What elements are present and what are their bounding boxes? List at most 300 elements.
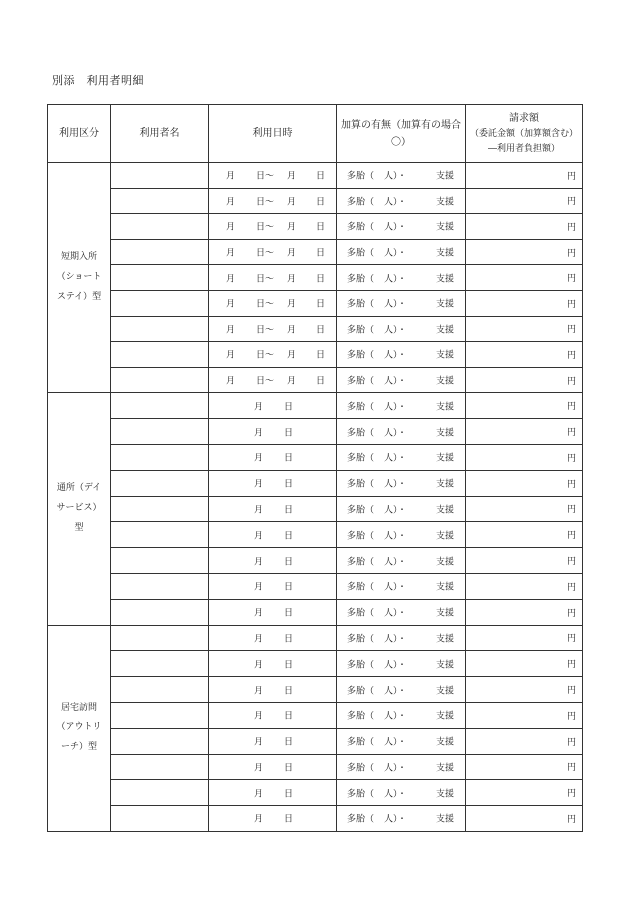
date-month: 月 bbox=[254, 608, 264, 619]
kasan-cell[interactable] bbox=[337, 677, 466, 703]
date-day: 日 bbox=[316, 376, 326, 387]
kasan-tatai-label: 多胎（ bbox=[347, 402, 375, 413]
date-day: 日 bbox=[284, 453, 294, 464]
kasan-tatai-label: 多胎（ bbox=[347, 789, 375, 800]
amount-cell[interactable] bbox=[466, 265, 583, 291]
kasan-shien-label: 支援 bbox=[436, 737, 455, 748]
date-day: 日 bbox=[316, 248, 326, 259]
date-day: 日 bbox=[284, 479, 294, 490]
kasan-cell[interactable] bbox=[337, 342, 466, 368]
kasan-cell[interactable] bbox=[337, 239, 466, 265]
date-cell[interactable] bbox=[209, 573, 337, 599]
kasan-tatai-label: 多胎（ bbox=[347, 325, 375, 336]
kasan-cell[interactable] bbox=[337, 599, 466, 625]
group-label-line: ステイ）型 bbox=[56, 291, 102, 302]
kasan-tatai-label: 多胎（ bbox=[347, 197, 375, 208]
yen-unit: 円 bbox=[566, 737, 576, 748]
kasan-tatai-label: 多胎（ bbox=[347, 274, 375, 285]
kasan-tatai-label: 多胎（ bbox=[347, 686, 375, 696]
date-month: 月 bbox=[287, 171, 297, 182]
amount-cell[interactable] bbox=[466, 316, 583, 342]
kasan-shien-label: 支援 bbox=[436, 608, 455, 619]
kasan-cell[interactable] bbox=[337, 290, 466, 316]
kasan-tatai-label: 多胎（ bbox=[347, 763, 375, 774]
user-name-cell[interactable] bbox=[111, 728, 209, 754]
date-month: 月 bbox=[254, 428, 264, 439]
date-day-from: 日～ bbox=[256, 248, 275, 259]
date-month: 月 bbox=[254, 402, 264, 413]
date-cell[interactable] bbox=[209, 599, 337, 625]
kasan-count-label: 人）・ bbox=[384, 789, 407, 800]
date-cell[interactable] bbox=[209, 239, 337, 265]
date-day: 日 bbox=[316, 325, 326, 336]
table-row bbox=[48, 599, 583, 625]
group-label-line: （アウトリ bbox=[56, 722, 102, 733]
table-row bbox=[48, 522, 583, 548]
kasan-tatai-label: 多胎（ bbox=[347, 171, 375, 182]
kasan-cell[interactable] bbox=[337, 188, 466, 214]
date-month: 月 bbox=[254, 453, 264, 464]
kasan-cell[interactable] bbox=[337, 496, 466, 522]
header-seikyu-note: （委託金額（加算額含む）―利用者負担額） bbox=[469, 128, 578, 154]
yen-unit: 円 bbox=[566, 634, 576, 645]
table-row bbox=[48, 806, 583, 832]
yen-unit: 円 bbox=[566, 660, 576, 671]
yen-unit: 円 bbox=[566, 531, 576, 542]
amount-cell[interactable] bbox=[466, 806, 583, 832]
amount-cell[interactable] bbox=[466, 651, 583, 677]
yen-unit: 円 bbox=[566, 582, 576, 593]
kasan-cell[interactable] bbox=[337, 214, 466, 240]
kasan-shien-label: 支援 bbox=[436, 814, 455, 825]
kasan-cell[interactable] bbox=[337, 163, 466, 189]
header-row bbox=[48, 105, 583, 163]
date-day: 日 bbox=[284, 557, 294, 568]
yen-unit: 円 bbox=[566, 686, 576, 696]
table-row bbox=[48, 702, 583, 728]
amount-cell[interactable] bbox=[466, 214, 583, 240]
date-cell[interactable] bbox=[209, 419, 337, 445]
date-cell[interactable] bbox=[209, 316, 337, 342]
kasan-shien-label: 支援 bbox=[436, 634, 455, 645]
date-cell[interactable] bbox=[209, 470, 337, 496]
date-month: 月 bbox=[226, 171, 236, 182]
amount-cell[interactable] bbox=[466, 780, 583, 806]
kasan-count-label: 人）・ bbox=[384, 453, 407, 464]
user-name-cell[interactable] bbox=[111, 522, 209, 548]
table-row bbox=[48, 625, 583, 651]
date-cell[interactable] bbox=[209, 290, 337, 316]
kasan-count-label: 人）・ bbox=[384, 608, 407, 619]
kasan-tatai-label: 多胎（ bbox=[347, 376, 375, 387]
date-day: 日 bbox=[316, 197, 326, 208]
kasan-shien-label: 支援 bbox=[436, 711, 455, 722]
date-month: 月 bbox=[226, 350, 236, 361]
user-name-cell[interactable] bbox=[111, 806, 209, 832]
kasan-count-label: 人）・ bbox=[384, 248, 407, 259]
kasan-count-label: 人）・ bbox=[384, 402, 407, 413]
user-name-cell[interactable] bbox=[111, 444, 209, 470]
group-label-line: 居宅訪問 bbox=[60, 702, 97, 713]
kasan-shien-label: 支援 bbox=[436, 789, 455, 800]
table-row bbox=[48, 444, 583, 470]
yen-unit: 円 bbox=[566, 299, 576, 310]
user-name-cell[interactable] bbox=[111, 367, 209, 393]
date-day-from: 日～ bbox=[256, 299, 275, 310]
date-cell[interactable] bbox=[209, 677, 337, 703]
amount-cell[interactable] bbox=[466, 367, 583, 393]
header-kasan: 加算の有無（加算有の場合〇） bbox=[337, 105, 466, 163]
date-cell[interactable] bbox=[209, 702, 337, 728]
group-label-line: 通所（デイ bbox=[56, 483, 102, 494]
amount-cell[interactable] bbox=[466, 548, 583, 574]
kasan-count-label: 人）・ bbox=[384, 350, 407, 361]
user-name-cell[interactable] bbox=[111, 780, 209, 806]
kasan-shien-label: 支援 bbox=[436, 582, 455, 593]
date-month: 月 bbox=[254, 505, 264, 516]
date-month: 月 bbox=[226, 325, 236, 336]
kasan-count-label: 人）・ bbox=[384, 171, 407, 182]
yen-unit: 円 bbox=[566, 325, 576, 336]
yen-unit: 円 bbox=[566, 274, 576, 285]
group-label bbox=[48, 625, 111, 831]
date-cell[interactable] bbox=[209, 548, 337, 574]
date-day: 日 bbox=[284, 634, 294, 645]
table-row bbox=[48, 677, 583, 703]
kasan-tatai-label: 多胎（ bbox=[347, 428, 375, 439]
yen-unit: 円 bbox=[566, 789, 576, 800]
kasan-tatai-label: 多胎（ bbox=[347, 608, 375, 619]
date-month: 月 bbox=[226, 248, 236, 259]
table-row bbox=[48, 651, 583, 677]
kasan-tatai-label: 多胎（ bbox=[347, 531, 375, 542]
table-row bbox=[48, 728, 583, 754]
yen-unit: 円 bbox=[566, 171, 576, 182]
user-name-cell[interactable] bbox=[111, 677, 209, 703]
kasan-cell[interactable] bbox=[337, 806, 466, 832]
table-row bbox=[48, 316, 583, 342]
yen-unit: 円 bbox=[566, 608, 576, 619]
date-cell[interactable] bbox=[209, 728, 337, 754]
kasan-shien-label: 支援 bbox=[436, 171, 455, 182]
user-name-cell[interactable] bbox=[111, 573, 209, 599]
date-day: 日 bbox=[284, 686, 294, 696]
date-month: 月 bbox=[254, 531, 264, 542]
table-row bbox=[48, 188, 583, 214]
user-name-cell[interactable] bbox=[111, 599, 209, 625]
kasan-count-label: 人）・ bbox=[384, 531, 407, 542]
date-cell[interactable] bbox=[209, 651, 337, 677]
kasan-count-label: 人）・ bbox=[384, 325, 407, 336]
user-detail-table bbox=[47, 104, 583, 832]
date-day: 日 bbox=[284, 505, 294, 516]
date-day: 日 bbox=[284, 582, 294, 593]
date-day: 日 bbox=[284, 711, 294, 722]
user-name-cell[interactable] bbox=[111, 548, 209, 574]
kasan-tatai-label: 多胎（ bbox=[347, 634, 375, 645]
amount-cell[interactable] bbox=[466, 239, 583, 265]
kasan-shien-label: 支援 bbox=[436, 350, 455, 361]
table-row bbox=[48, 265, 583, 291]
user-name-cell[interactable] bbox=[111, 188, 209, 214]
kasan-shien-label: 支援 bbox=[436, 557, 455, 568]
date-cell[interactable] bbox=[209, 342, 337, 368]
date-month: 月 bbox=[254, 763, 264, 774]
date-month: 月 bbox=[254, 479, 264, 490]
kasan-tatai-label: 多胎（ bbox=[347, 557, 375, 568]
table-row bbox=[48, 548, 583, 574]
kasan-count-label: 人）・ bbox=[384, 428, 407, 439]
user-name-cell[interactable] bbox=[111, 393, 209, 419]
user-name-cell[interactable] bbox=[111, 470, 209, 496]
user-name-cell[interactable] bbox=[111, 290, 209, 316]
user-name-cell[interactable] bbox=[111, 342, 209, 368]
kasan-shien-label: 支援 bbox=[436, 531, 455, 542]
date-month: 月 bbox=[226, 197, 236, 208]
kasan-count-label: 人）・ bbox=[384, 274, 407, 285]
kasan-shien-label: 支援 bbox=[436, 325, 455, 336]
kasan-cell[interactable] bbox=[337, 393, 466, 419]
date-cell[interactable] bbox=[209, 214, 337, 240]
date-month: 月 bbox=[287, 350, 297, 361]
amount-cell[interactable] bbox=[466, 677, 583, 703]
kasan-count-label: 人）・ bbox=[384, 299, 407, 310]
kasan-shien-label: 支援 bbox=[436, 197, 455, 208]
table-row bbox=[48, 754, 583, 780]
user-name-cell[interactable] bbox=[111, 163, 209, 189]
user-name-cell[interactable] bbox=[111, 702, 209, 728]
yen-unit: 円 bbox=[566, 428, 576, 439]
date-month: 月 bbox=[254, 557, 264, 568]
kasan-shien-label: 支援 bbox=[436, 299, 455, 310]
kasan-shien-label: 支援 bbox=[436, 222, 455, 233]
date-day: 日 bbox=[284, 737, 294, 748]
date-cell[interactable] bbox=[209, 522, 337, 548]
date-month: 月 bbox=[226, 376, 236, 387]
date-day: 日 bbox=[316, 171, 326, 182]
user-name-cell[interactable] bbox=[111, 316, 209, 342]
kasan-tatai-label: 多胎（ bbox=[347, 248, 375, 259]
date-cell[interactable] bbox=[209, 806, 337, 832]
yen-unit: 円 bbox=[566, 505, 576, 516]
kasan-count-label: 人）・ bbox=[384, 197, 407, 208]
kasan-count-label: 人）・ bbox=[384, 557, 407, 568]
date-day: 日 bbox=[284, 608, 294, 619]
amount-cell[interactable] bbox=[466, 342, 583, 368]
date-month: 月 bbox=[254, 582, 264, 593]
amount-cell[interactable] bbox=[466, 444, 583, 470]
date-day: 日 bbox=[284, 814, 294, 825]
kasan-count-label: 人）・ bbox=[384, 763, 407, 774]
kasan-shien-label: 支援 bbox=[436, 479, 455, 490]
date-month: 月 bbox=[226, 222, 236, 233]
amount-cell[interactable] bbox=[466, 163, 583, 189]
kasan-count-label: 人）・ bbox=[384, 222, 407, 233]
date-month: 月 bbox=[226, 299, 236, 310]
kasan-cell[interactable] bbox=[337, 754, 466, 780]
table-row bbox=[48, 573, 583, 599]
date-month: 月 bbox=[287, 325, 297, 336]
date-cell[interactable] bbox=[209, 780, 337, 806]
kasan-cell[interactable] bbox=[337, 780, 466, 806]
table-row bbox=[48, 780, 583, 806]
user-name-cell[interactable] bbox=[111, 239, 209, 265]
table-row bbox=[48, 239, 583, 265]
kasan-shien-label: 支援 bbox=[436, 274, 455, 285]
kasan-cell[interactable] bbox=[337, 419, 466, 445]
user-name-cell[interactable] bbox=[111, 651, 209, 677]
header-kubun: 利用区分 bbox=[48, 105, 111, 163]
amount-cell[interactable] bbox=[466, 625, 583, 651]
table-row bbox=[48, 393, 583, 419]
kasan-tatai-label: 多胎（ bbox=[347, 479, 375, 490]
yen-unit: 円 bbox=[566, 376, 576, 387]
kasan-tatai-label: 多胎（ bbox=[347, 222, 375, 233]
date-day-from: 日～ bbox=[256, 350, 275, 361]
date-cell[interactable] bbox=[209, 625, 337, 651]
kasan-count-label: 人）・ bbox=[384, 505, 407, 516]
date-cell[interactable] bbox=[209, 188, 337, 214]
kasan-shien-label: 支援 bbox=[436, 376, 455, 387]
amount-cell[interactable] bbox=[466, 393, 583, 419]
date-cell[interactable] bbox=[209, 163, 337, 189]
date-cell[interactable] bbox=[209, 754, 337, 780]
yen-unit: 円 bbox=[566, 557, 576, 568]
kasan-cell[interactable] bbox=[337, 316, 466, 342]
yen-unit: 円 bbox=[566, 814, 576, 825]
amount-cell[interactable] bbox=[466, 754, 583, 780]
amount-cell[interactable] bbox=[466, 573, 583, 599]
yen-unit: 円 bbox=[566, 248, 576, 259]
kasan-tatai-label: 多胎（ bbox=[347, 660, 375, 671]
kasan-cell[interactable] bbox=[337, 573, 466, 599]
date-cell[interactable] bbox=[209, 496, 337, 522]
kasan-tatai-label: 多胎（ bbox=[347, 711, 375, 722]
user-name-cell[interactable] bbox=[111, 496, 209, 522]
amount-cell[interactable] bbox=[466, 419, 583, 445]
kasan-cell[interactable] bbox=[337, 522, 466, 548]
kasan-shien-label: 支援 bbox=[436, 402, 455, 413]
date-month: 月 bbox=[254, 686, 264, 696]
amount-cell[interactable] bbox=[466, 702, 583, 728]
date-cell[interactable] bbox=[209, 367, 337, 393]
date-cell[interactable] bbox=[209, 444, 337, 470]
amount-cell[interactable] bbox=[466, 470, 583, 496]
date-day: 日 bbox=[284, 660, 294, 671]
yen-unit: 円 bbox=[566, 711, 576, 722]
date-day-from: 日～ bbox=[256, 171, 275, 182]
kasan-cell[interactable] bbox=[337, 265, 466, 291]
group-label bbox=[48, 163, 111, 393]
kasan-cell[interactable] bbox=[337, 444, 466, 470]
date-cell[interactable] bbox=[209, 265, 337, 291]
header-seikyu bbox=[466, 105, 583, 163]
date-month: 月 bbox=[254, 660, 264, 671]
user-name-cell[interactable] bbox=[111, 214, 209, 240]
header-name: 利用者名 bbox=[111, 105, 209, 163]
header-seikyu-title: 請求額 bbox=[509, 112, 539, 124]
kasan-tatai-label: 多胎（ bbox=[347, 814, 375, 825]
group-label bbox=[48, 393, 111, 625]
date-day: 日 bbox=[284, 763, 294, 774]
amount-cell[interactable] bbox=[466, 188, 583, 214]
kasan-count-label: 人）・ bbox=[384, 376, 407, 387]
date-day-from: 日～ bbox=[256, 376, 275, 387]
table-row bbox=[48, 214, 583, 240]
table-row bbox=[48, 470, 583, 496]
kasan-count-label: 人）・ bbox=[384, 814, 407, 825]
user-name-cell[interactable] bbox=[111, 419, 209, 445]
kasan-cell[interactable] bbox=[337, 702, 466, 728]
amount-cell[interactable] bbox=[466, 728, 583, 754]
date-day-from: 日～ bbox=[256, 274, 275, 285]
yen-unit: 円 bbox=[566, 453, 576, 464]
date-day: 日 bbox=[284, 531, 294, 542]
table-row bbox=[48, 342, 583, 368]
table-row bbox=[48, 419, 583, 445]
kasan-tatai-label: 多胎（ bbox=[347, 299, 375, 310]
kasan-count-label: 人）・ bbox=[384, 686, 407, 696]
date-cell[interactable] bbox=[209, 393, 337, 419]
kasan-count-label: 人）・ bbox=[384, 479, 407, 490]
date-day: 日 bbox=[316, 350, 326, 361]
user-name-cell[interactable] bbox=[111, 265, 209, 291]
date-day: 日 bbox=[284, 789, 294, 800]
document-title: 別添 利用者明細 bbox=[52, 74, 144, 87]
kasan-cell[interactable] bbox=[337, 367, 466, 393]
amount-cell[interactable] bbox=[466, 599, 583, 625]
kasan-cell[interactable] bbox=[337, 728, 466, 754]
date-month: 月 bbox=[287, 299, 297, 310]
kasan-count-label: 人）・ bbox=[384, 582, 407, 593]
table-row bbox=[48, 290, 583, 316]
date-day-from: 日～ bbox=[256, 325, 275, 336]
kasan-count-label: 人）・ bbox=[384, 660, 407, 671]
kasan-shien-label: 支援 bbox=[436, 453, 455, 464]
date-month: 月 bbox=[287, 376, 297, 387]
kasan-cell[interactable] bbox=[337, 470, 466, 496]
kasan-cell[interactable] bbox=[337, 625, 466, 651]
date-day-from: 日～ bbox=[256, 222, 275, 233]
date-day-from: 日～ bbox=[256, 197, 275, 208]
date-month: 月 bbox=[254, 789, 264, 800]
group-label-line: 型 bbox=[74, 522, 84, 533]
group-label-line: ーチ）型 bbox=[60, 742, 97, 753]
yen-unit: 円 bbox=[566, 402, 576, 413]
kasan-tatai-label: 多胎（ bbox=[347, 582, 375, 593]
table-row bbox=[48, 163, 583, 189]
date-month: 月 bbox=[287, 197, 297, 208]
kasan-cell[interactable] bbox=[337, 548, 466, 574]
yen-unit: 円 bbox=[566, 197, 576, 208]
user-name-cell[interactable] bbox=[111, 754, 209, 780]
date-day: 日 bbox=[316, 222, 326, 233]
kasan-shien-label: 支援 bbox=[436, 686, 455, 696]
user-name-cell[interactable] bbox=[111, 625, 209, 651]
date-month: 月 bbox=[254, 737, 264, 748]
kasan-tatai-label: 多胎（ bbox=[347, 505, 375, 516]
yen-unit: 円 bbox=[566, 222, 576, 233]
amount-cell[interactable] bbox=[466, 496, 583, 522]
group-label-line: サービス） bbox=[56, 503, 102, 514]
group-label-line: 短期入所 bbox=[60, 251, 97, 262]
date-month: 月 bbox=[254, 814, 264, 825]
kasan-shien-label: 支援 bbox=[436, 660, 455, 671]
date-day: 日 bbox=[284, 428, 294, 439]
kasan-cell[interactable] bbox=[337, 651, 466, 677]
amount-cell[interactable] bbox=[466, 290, 583, 316]
amount-cell[interactable] bbox=[466, 522, 583, 548]
